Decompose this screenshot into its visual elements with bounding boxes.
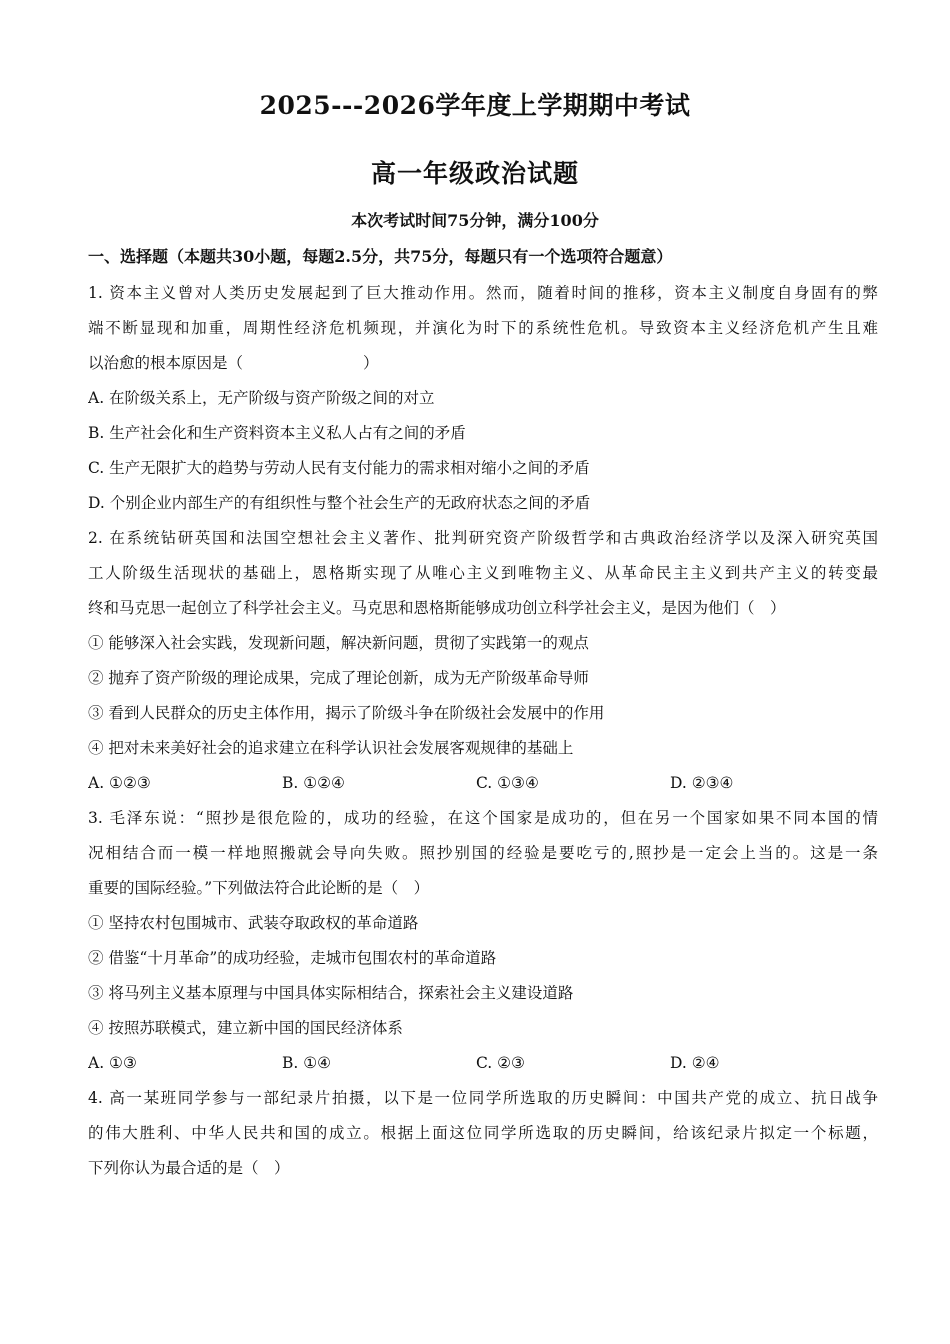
option-c: C. 生产无限扩大的趋势与劳动人民有支付能力的需求相对缩小之间的矛盾	[88, 459, 590, 477]
question-1	[88, 276, 878, 521]
exam-title: 2025---2026学年度上学期期中考试	[259, 91, 691, 120]
stem-end-text: 以治愈的根本原因是（	[88, 354, 244, 372]
question-stem-line: 下列你认为最合适的是（ ）	[88, 1159, 290, 1177]
question-stem-line: 4. 高一某班同学参与一部纪录片拍摄，以下是一位同学所选取的历史瞬间：中国共产党的成立、抗日战争	[88, 1089, 878, 1107]
question-stem-line: 的伟大胜利、中华人民共和国的成立。根据上面这位同学所选取的历史瞬间，给该纪录片拟定一个标题，	[88, 1124, 878, 1142]
option-d: D. ②③④	[670, 774, 734, 792]
statement-4: ④ 按照苏联模式，建立新中国的国民经济体系	[88, 1019, 403, 1037]
question-4	[88, 1081, 878, 1186]
exam-subtitle: 高一年级政治试题	[370, 159, 579, 188]
stem-end-close: ）	[363, 354, 379, 372]
option-c: C. ②③	[476, 1054, 525, 1072]
statement-2: ② 抛弃了资产阶级的理论成果，完成了理论创新，成为无产阶级革命导师	[88, 669, 589, 687]
option-d: D. ②④	[670, 1054, 720, 1072]
section-heading: 一、选择题（本题共30小题，每题2.5分，共75分，每题只有一个选项符合题意）	[88, 247, 673, 266]
exam-info: 本次考试时间75分钟，满分100分	[351, 211, 599, 230]
question-stem-line: 重要的国际经验。”下列做法符合此论断的是（ ）	[88, 879, 430, 897]
question-stem-line: 终和马克思一起创立了科学社会主义。马克思和恩格斯能够成功创立科学社会主义，是因为他们（ ）	[88, 599, 786, 617]
question-body	[88, 276, 878, 1186]
question-stem-line: 端不断显现和加重，周期性经济危机频现，并演化为时下的系统性危机。导致资本主义经济危机产生且难	[88, 319, 878, 337]
option-a: A. ①②③	[88, 774, 151, 792]
option-d: D. 个别企业内部生产的有组织性与整个社会生产的无政府状态之间的矛盾	[88, 494, 591, 512]
question-2	[88, 521, 878, 801]
question-stem-line	[88, 346, 878, 381]
options-row	[88, 1046, 878, 1081]
option-b: B. ①④	[282, 1054, 332, 1072]
option-c: C. ①③④	[476, 774, 539, 792]
options-row	[88, 766, 878, 801]
question-3	[88, 801, 878, 1081]
option-b: B. 生产社会化和生产资料资本主义私人占有之间的矛盾	[88, 424, 466, 442]
question-stem-line: 工人阶级生活现状的基础上，恩格斯实现了从唯心主义到唯物主义、从革命民主主义到共产主义的转变最	[88, 564, 878, 582]
question-stem-line: 3. 毛泽东说：“照抄是很危险的，成功的经验，在这个国家是成功的，但在另一个国家如果不同本国的情	[88, 809, 878, 827]
statement-4: ④ 把对未来美好社会的追求建立在科学认识社会发展客观规律的基础上	[88, 739, 574, 757]
statement-3: ③ 看到人民群众的历史主体作用，揭示了阶级斗争在阶级社会发展中的作用	[88, 704, 605, 722]
question-stem-line: 1. 资本主义曾对人类历史发展起到了巨大推动作用。然而，随着时间的推移，资本主义制度自身固有的弊	[88, 284, 878, 302]
statement-1: ① 坚持农村包围城市、武装夺取政权的革命道路	[88, 914, 419, 932]
option-a: A. 在阶级关系上，无产阶级与资产阶级之间的对立	[88, 389, 435, 407]
question-stem-line: 况相结合而一模一样地照搬就会导向失败。照抄别国的经验是要吃亏的,照抄是一定会上当的。这是一条	[88, 844, 878, 862]
statement-1: ① 能够深入社会实践，发现新问题，解决新问题，贯彻了实践第一的观点	[88, 634, 589, 652]
question-stem-line: 2. 在系统钻研英国和法国空想社会主义著作、批判研究资产阶级哲学和古典政治经济学以及深入研究英国	[88, 529, 878, 547]
option-a: A. ①③	[88, 1054, 137, 1072]
statement-2: ② 借鉴“十月革命”的成功经验，走城市包围农村的革命道路	[88, 949, 497, 967]
statement-3: ③ 将马列主义基本原理与中国具体实际相结合，探索社会主义建设道路	[88, 984, 574, 1002]
option-b: B. ①②④	[282, 774, 345, 792]
